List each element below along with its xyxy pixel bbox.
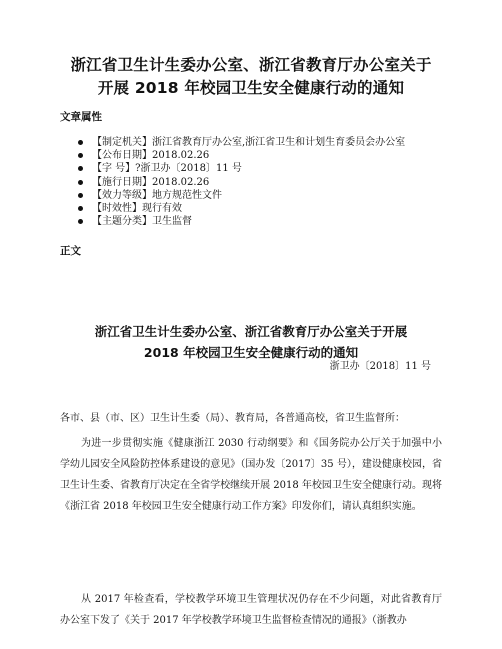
properties-list — [78, 136, 405, 228]
document-title-line-1: 浙江省卫生计生委办公室、浙江省教育厅办公室关于开展 — [94, 324, 408, 339]
bullet-icon — [78, 193, 83, 198]
page-title — [60, 54, 442, 100]
property-item-publish-date: 【公布日期】2018.02.26 — [78, 149, 405, 162]
body-heading: 正文 — [60, 245, 81, 257]
bullet-icon — [78, 166, 83, 171]
bullet-icon — [78, 206, 83, 211]
document-number: 浙卫办〔2018〕11 号 — [329, 361, 431, 372]
property-item-issuer: 【制定机关】浙江省教育厅办公室,浙江省卫生和计划生育委员会办公室 — [78, 136, 405, 149]
bullet-icon — [78, 180, 83, 185]
page-title-line-2: 开展 2018 年校园卫生安全健康行动的通知 — [97, 79, 405, 97]
document-title-line-2: 2018 年校园卫生安全健康行动的通知 — [143, 345, 359, 360]
properties-heading: 文章属性 — [60, 111, 102, 123]
bullet-icon — [78, 153, 83, 158]
page-title-line-1: 浙江省卫生计生委办公室、浙江省教育厅办公室关于 — [70, 56, 432, 74]
property-item-category: 【主题分类】卫生监督 — [78, 215, 405, 228]
bullet-icon — [78, 219, 83, 224]
property-item-doc-number: 【字 号】?浙卫办〔2018〕11 号 — [78, 162, 405, 175]
property-item-level: 【效力等级】地方规范性文件 — [78, 189, 405, 202]
salutation: 各市、县（市、区）卫生计生委（局）、教育局，各普通高校，省卫生监督所： — [60, 413, 405, 424]
property-item-validity: 【时效性】现行有效 — [78, 202, 405, 215]
property-item-effective-date: 【施行日期】2018.02.26 — [78, 176, 405, 189]
body-paragraph-2: 从 2017 年检查看，学校教学环境卫生管理状况仍存在不少问题，对此省教育厅办公室下发了《关于 2017 年学校教学环境卫生监督检查情况的通报》（浙教办 — [60, 594, 442, 626]
bullet-icon — [78, 140, 83, 145]
body-paragraph-1: 为进一步贯彻实施《健康浙江 2030 行动纲要》和《国务院办公厅关于加强中小学幼儿园安全风险防控体系建设的意见》（国办发〔2017〕35 号），建设健康校园，省卫生计生委、省教育厅决定在全省学校继续开展 2018 年校园卫生安全健康行动。现将《浙江省 2018 年校园卫生安全健康行动工作方案》印发你们，请认真组织实施。 — [60, 438, 442, 512]
document-title — [60, 321, 442, 363]
